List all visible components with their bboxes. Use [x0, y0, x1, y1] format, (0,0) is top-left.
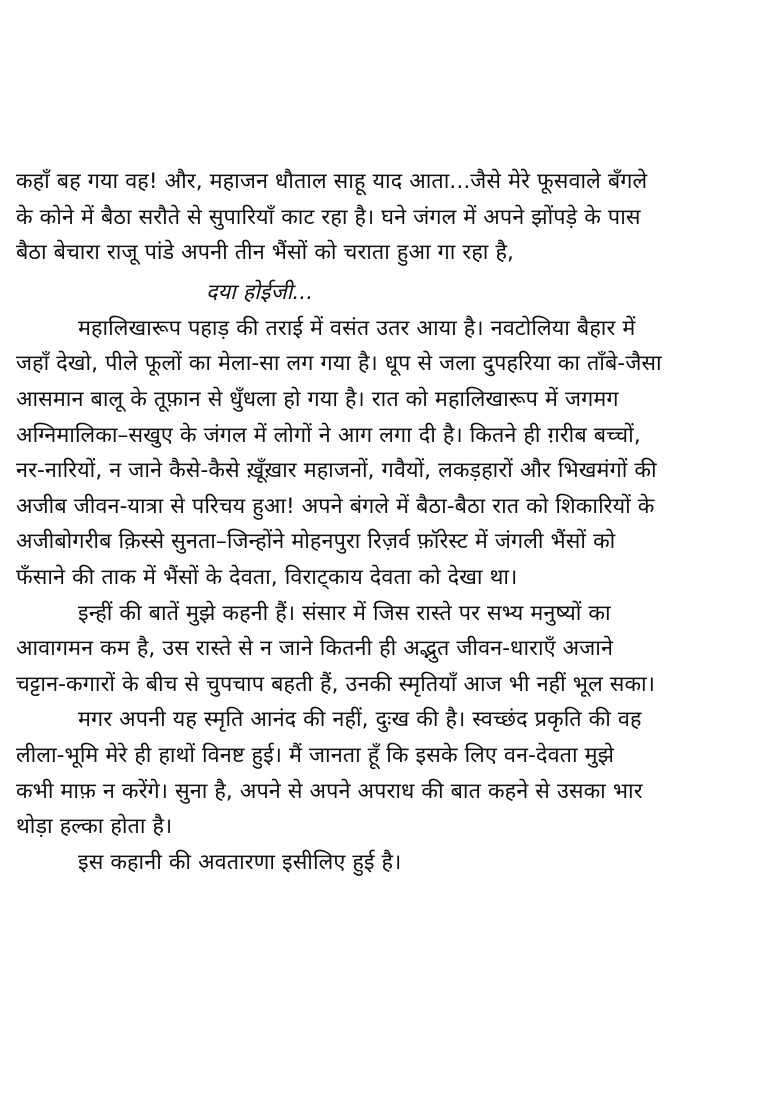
paragraph-2: [16, 311, 778, 596]
refrain-line: दया होईजी...: [206, 279, 314, 305]
text-line: कहाँ बह गया वह! और, महाजन धौताल साहू याद आता...जैसे मेरे फूसवाले बँगले: [16, 169, 648, 194]
text-line: फँसाने की ताक में भैंसों के देवता, विराट्काय देवता को देखा था।: [16, 564, 518, 590]
text-line: बैठा बेचारा राजू पांडे अपनी तीन भैंसों को चराता हुआ गा रहा है,: [16, 240, 514, 266]
text-line: कभी माफ़ न करेंगे। सुना है, अपने से अपने अपराध की बात कहने से उसका भार: [16, 778, 643, 804]
story-text: [16, 164, 778, 880]
text-line: इन्हीं की बातें मुझे कहनी हैं। संसार में जिस रास्ते पर सभ्य मनुष्यों का: [78, 600, 611, 626]
paragraph-1: [16, 164, 778, 271]
text-line: जहाँ देखो, पीले फूलों का मेला-सा लग गया है। धूप से जला दुपहरिया का ताँबे-जैसा: [16, 351, 662, 377]
text-line: अजीब जीवन-यात्रा से परिचय हुआ! अपने बंगले में बैठा-बैठा रात को शिकारियों के: [16, 493, 655, 519]
text-line: थोड़ा हल्का होता है।: [16, 814, 173, 840]
song-refrain: [16, 271, 778, 311]
paragraph-5: [16, 845, 778, 881]
text-line: इस कहानी की अवतारणा इसीलिए हुई है।: [78, 849, 402, 875]
paragraph-4: [16, 702, 778, 844]
text-line: के कोने में बैठा सरौते से सुपारियाँ काट रहा है। घने जंगल में अपने झोंपड़े के पास: [16, 204, 641, 230]
text-line: अजीबोगरीब क़िस्से सुनता–जिन्होंने मोहनपुरा रिज़र्व फ़ॉरेस्ट में जंगली भैंसों को: [16, 529, 616, 555]
text-line: चट्टान-कगारों के बीच से चुपचाप बहती हैं, उनकी स्मृतियाँ आज भी नहीं भूल सका।: [16, 671, 656, 697]
text-line: अग्निमालिका–सखुए के जंगल में लोगों ने आग लगा दी है। कितने ही ग़रीब बच्चों,: [16, 422, 641, 448]
text-line: आवागमन कम है, उस रास्ते से न जाने कितनी ही अद्भुत जीवन-धाराएँ अजाने: [16, 636, 614, 662]
text-line: महालिखारूप पहाड़ की तराई में वसंत उतर आया है। नवटोलिया बैहार में: [78, 315, 636, 341]
text-line: मगर अपनी यह स्मृति आनंद की नहीं, दुःख की है। स्वच्छंद प्रकृति की वह: [78, 707, 642, 733]
text-line: आसमान बालू के तूफ़ान से धुँधला हो गया है। रात को महालिखारूप में जगमग: [16, 386, 619, 412]
paragraph-3: [16, 596, 778, 703]
text-line: लीला-भूमि मेरे ही हाथों विनष्ट हुई। मैं जानता हूँ कि इसके लिए वन-देवता मुझे: [16, 742, 615, 768]
text-line: नर-नारियों, न जाने कैसे-कैसे ख़ूँख़ार महाजनों, गवैयों, लकड़हारों और भिखमंगों की: [16, 458, 657, 484]
